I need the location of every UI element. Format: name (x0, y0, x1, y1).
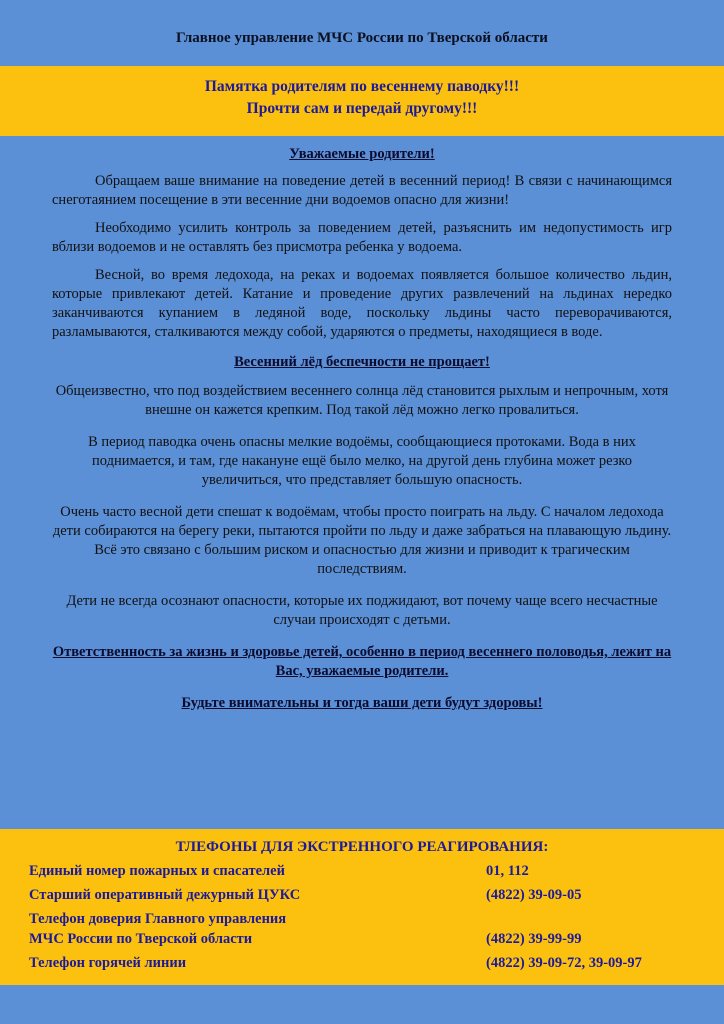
closing-line: Будьте внимательны и тогда ваши дети будут здоровы! (181, 695, 543, 711)
phone-number-duty-officer: (4822) 39-09-05 (486, 887, 582, 903)
phone-label-hotline: Телефон горячей линии (29, 955, 187, 971)
phone-label-trust-line-a: Телефон доверия Главного управления (29, 911, 287, 927)
ice-paragraph-3: Очень часто весной дети спешат к водоёмам, чтобы просто поиграть на льду. С началом ледохода дети собираются на берегу реки, пытаются пройти по льду и даже забраться на плавающую льдину. Всё это связано с большим риском и опасностью для жизни и приводит к трагическим последствиям. (52, 504, 672, 577)
memo-content (52, 146, 672, 712)
phone-number-fire-rescue: 01, 112 (486, 863, 529, 879)
banner-title: Памятка родителям по весеннему паводку!!! (204, 78, 520, 95)
ice-paragraph-1: Общеизвестно, что под воздействием весеннего солнца лёд становится рыхлым и непрочным, хотя внешне он кажется крепким. Под такой лёд можно легко провалиться. (55, 383, 669, 418)
ice-paragraph-4: Дети не всегда осознают опасности, которые их поджидают, вот почему чаще всего несчастные случаи происходят с детьми. (66, 593, 658, 628)
phones-title: ТЛЕФОНЫ ДЛЯ ЭКСТРЕННОГО РЕАГИРОВАНИЯ: (175, 839, 549, 855)
emergency-phones (0, 829, 724, 985)
paragraph-1: Обращаем ваше внимание на поведение детей в весенний период! В связи с начинающимся снеготаянием посещение в эти весенние дни водоемов опасно для жизни! (52, 173, 672, 208)
phone-number-hotline: (4822) 39-09-72, 39-09-97 (486, 955, 642, 971)
paragraph-3: Весной, во время ледохода, на реках и водоемах появляется большое количество льдин, которые привлекают детей. Катание и проведение других развлечений на льдинах нередко заканчиваются купанием в ледяной воде, поскольку льдины часто переворачиваются, разламываются, сталкиваются между собой, ударяются о предметы, находящиеся в воде. (52, 267, 672, 340)
phone-label-fire-rescue: Единый номер пожарных и спасателей (29, 863, 285, 879)
ice-heading: Весенний лёд беспечности не прощает! (234, 354, 490, 370)
paragraph-2: Необходимо усилить контроль за поведением детей, разъяснить им недопустимость игр вблизи водоемов и не оставлять без присмотра ребенка у водоема. (52, 220, 672, 255)
phone-label-duty-officer: Старший оперативный дежурный ЦУКС (29, 887, 301, 903)
banner-subtitle: Прочти сам и передай другому!!! (246, 100, 478, 117)
org-title: Главное управление МЧС России по Тверской области (176, 30, 548, 46)
greeting-heading: Уважаемые родители! (289, 146, 435, 162)
top-banner (0, 66, 724, 136)
phone-number-trust-line: (4822) 39-99-99 (486, 931, 582, 947)
responsibility-warning: Ответственность за жизнь и здоровье детей, особенно в период весеннего половодья, лежит на Вас, уважаемые родители. (52, 644, 672, 679)
ice-paragraph-2: В период паводка очень опасны мелкие водоёмы, сообщающиеся протоками. Вода в них поднимается, и там, где накануне ещё было мелко, на другой день глубина может резко увеличиться, что представляет большую опасность. (88, 434, 636, 488)
phone-label-trust-line-b: МЧС России по Тверской области (29, 931, 253, 947)
